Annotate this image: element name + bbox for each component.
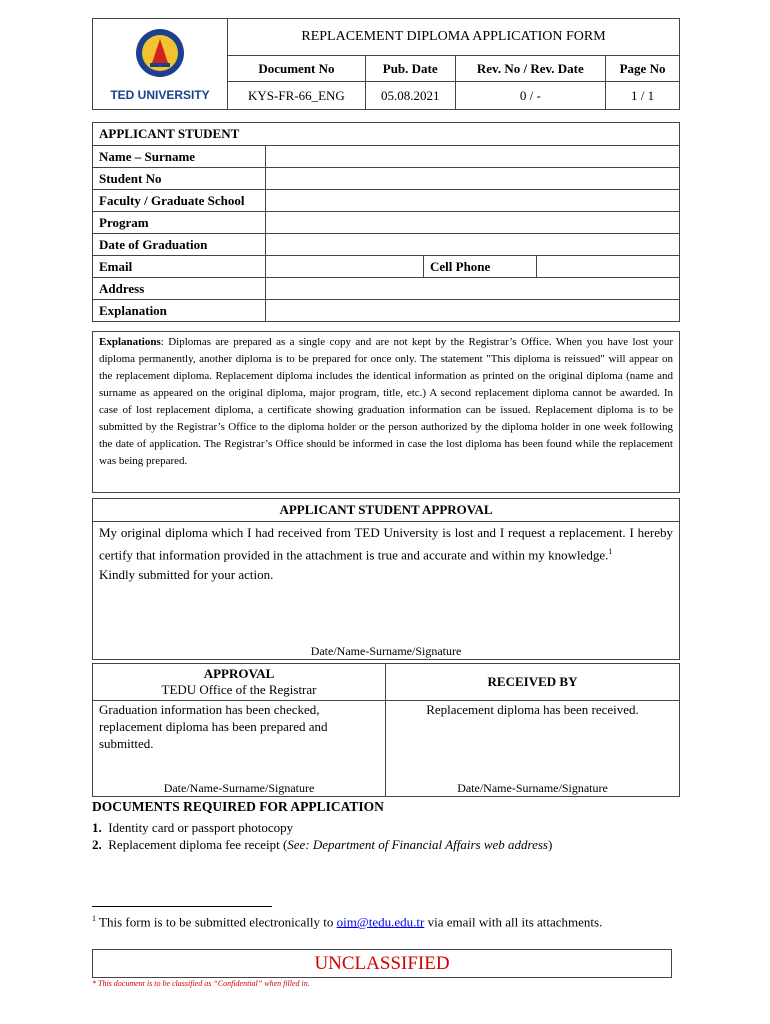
received-title: RECEIVED BY bbox=[386, 664, 680, 701]
student-approval-box bbox=[92, 498, 680, 660]
explanations-paragraph bbox=[99, 334, 673, 470]
explanation-label: Explanation bbox=[93, 300, 266, 322]
applicant-section-title: APPLICANT STUDENT bbox=[93, 123, 680, 146]
name-field[interactable] bbox=[266, 146, 680, 168]
doc-no-value: KYS-FR-66_ENG bbox=[228, 82, 366, 110]
graduation-field[interactable] bbox=[266, 234, 680, 256]
list-item-number: 2. bbox=[92, 837, 102, 852]
student-approval-title: APPLICANT STUDENT APPROVAL bbox=[93, 499, 679, 522]
university-logo-icon bbox=[125, 27, 195, 82]
kindly-text: Kindly submitted for your action. bbox=[99, 567, 274, 583]
list-item bbox=[92, 836, 552, 853]
page-header: Page No bbox=[606, 56, 680, 82]
doc-no-header: Document No bbox=[228, 56, 366, 82]
faculty-label: Faculty / Graduate School bbox=[93, 190, 266, 212]
student-no-label: Student No bbox=[93, 168, 266, 190]
program-field[interactable] bbox=[266, 212, 680, 234]
student-signature-label: Date/Name-Surname/Signature bbox=[310, 644, 462, 658]
student-no-field[interactable] bbox=[266, 168, 680, 190]
approval-signature-label: Date/Name-Surname/Signature bbox=[163, 781, 315, 795]
footnote-text: This form is to be submitted electronically to bbox=[96, 914, 337, 930]
program-label: Program bbox=[93, 212, 266, 234]
address-field[interactable] bbox=[266, 278, 680, 300]
name-label: Name – Surname bbox=[93, 146, 266, 168]
explanations-text: : Diplomas are prepared as a single copy and are not kept by the Registrar’s Office. When you have lost your diploma permanently, another diploma is to be prepared for once only. The statement "This diploma is reissued" will appear on the replacement diploma. Replacement diploma includes the identical information as printed on the original diploma (name and surname as appeared on the original diploma, major program, title, etc.) A second replacement diploma cannot be awarded. In case of lost replacement diploma, a certificate showing graduation information can be issued. Replacement diploma is to be submitted by the Registrar’s Office to the diploma holder or the person authorized by the diploma holder in one week following the date of application. The Registrar’s Office should be informed in case the lost diploma has been found while the replacement was being prepared. bbox=[99, 336, 673, 467]
rev-value: 0 / - bbox=[455, 82, 605, 110]
email-field[interactable] bbox=[266, 256, 424, 278]
received-text: Replacement diploma has been received. bbox=[426, 702, 639, 717]
list-item bbox=[92, 819, 552, 836]
explanations-box bbox=[92, 331, 680, 493]
pub-date-value: 05.08.2021 bbox=[365, 82, 455, 110]
approval-text: Graduation information has been checked, replacement diploma has been prepared and submitted. bbox=[99, 702, 328, 751]
classification-label: UNCLASSIFIED bbox=[92, 949, 672, 978]
list-item-close: ) bbox=[547, 837, 553, 852]
list-item-number: 1. bbox=[92, 820, 102, 835]
received-signature-label: Date/Name-Surname/Signature bbox=[457, 781, 608, 795]
approval-body bbox=[93, 701, 386, 797]
received-body bbox=[386, 701, 680, 797]
explanation-field[interactable] bbox=[266, 300, 680, 322]
footnote-text-end: via email with all its attachments. bbox=[424, 914, 603, 930]
phone-field[interactable] bbox=[537, 256, 680, 278]
footnote bbox=[92, 914, 602, 930]
form-header bbox=[92, 18, 680, 110]
approval-table bbox=[92, 663, 680, 797]
address-label: Address bbox=[93, 278, 266, 300]
footnote-separator bbox=[92, 906, 272, 907]
list-item-text: Identity card or passport photocopy bbox=[108, 820, 294, 835]
documents-list bbox=[92, 819, 552, 853]
classification-note: * This document is to be classified as “Confidential” when filled in. bbox=[92, 979, 310, 988]
list-item-note: See: Department of Financial Affairs web address bbox=[287, 837, 548, 852]
pub-date-header: Pub. Date bbox=[365, 56, 455, 82]
phone-label: Cell Phone bbox=[424, 256, 537, 278]
email-label: Email bbox=[93, 256, 266, 278]
approval-title: APPROVAL bbox=[203, 666, 275, 681]
documents-title: DOCUMENTS REQUIRED FOR APPLICATION bbox=[92, 799, 384, 814]
faculty-field[interactable] bbox=[266, 190, 680, 212]
logo-caption: TED UNIVERSITY bbox=[110, 87, 210, 102]
student-approval-text-block bbox=[93, 522, 679, 566]
explanations-lead: Explanations bbox=[99, 336, 161, 348]
graduation-label: Date of Graduation bbox=[93, 234, 266, 256]
form-title: REPLACEMENT DIPLOMA APPLICATION FORM bbox=[228, 19, 680, 56]
page-value: 1 / 1 bbox=[606, 82, 680, 110]
footnote-mark: 1 bbox=[92, 914, 96, 923]
applicant-table bbox=[92, 122, 680, 322]
list-item-text: Replacement diploma fee receipt ( bbox=[108, 837, 288, 852]
logo-cell bbox=[93, 19, 228, 110]
footnote-ref: 1 bbox=[608, 546, 613, 556]
approval-office: TEDU Office of the Registrar bbox=[161, 682, 317, 697]
rev-header: Rev. No / Rev. Date bbox=[455, 56, 605, 82]
approval-header bbox=[93, 664, 386, 701]
student-approval-text: My original diploma which I had received from TED University is lost and I request a replacement. I hereby certify that information provided in the attachment is true and accurate and within my knowledge. bbox=[99, 525, 673, 562]
email-link[interactable]: oim@tedu.edu.tr bbox=[336, 914, 425, 930]
